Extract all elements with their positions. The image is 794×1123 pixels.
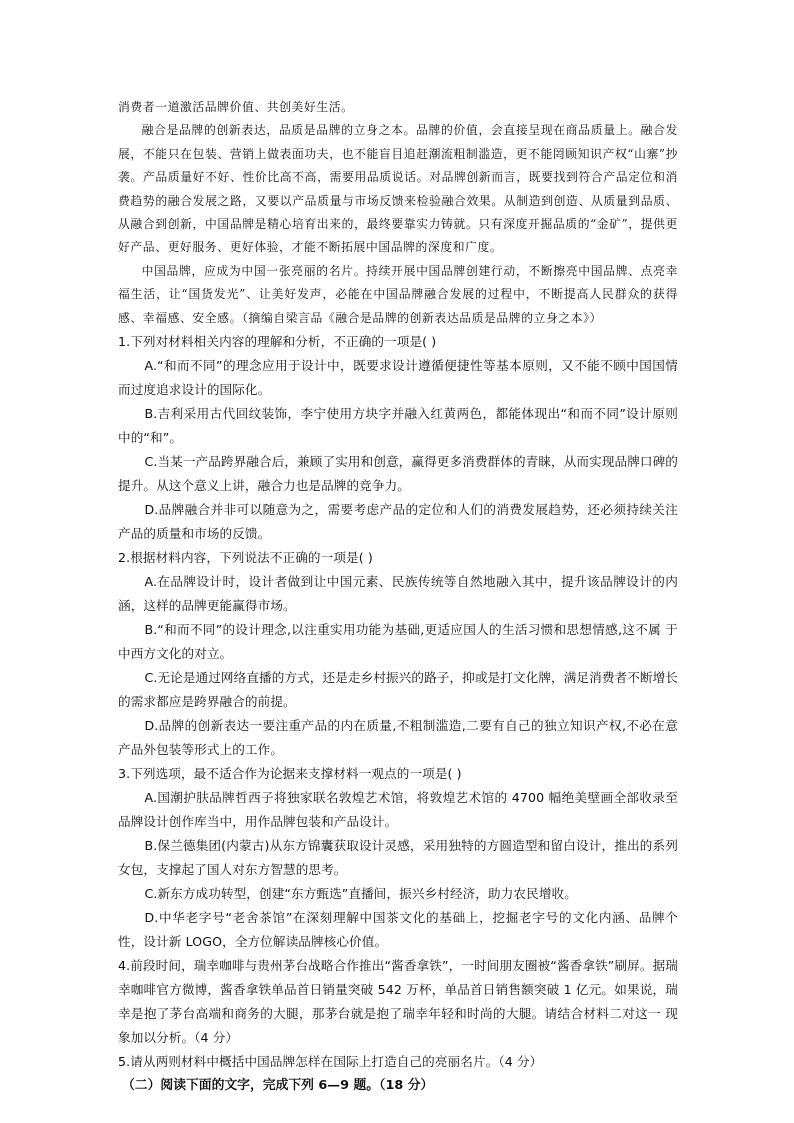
question-3-option-a: A.国潮护肤品牌哲西子将独家联名敦煌艺术馆，将敦煌艺术馆的 4700 幅绝美壁画全部收录至品牌设计创作库当中，用作品牌包装和产品设计。 (118, 790, 678, 830)
question-2-option-c: C.无论是通过网络直播的方式，还是走乡村振兴的路子，抑或是打文化牌，满足消费者不断增长的需求都应是跨界融合的前提。 (118, 670, 678, 710)
material-paragraph-2: 融合是品牌的创新表达，品质是品牌的立身之本。品牌的价值，会直接呈现在商品质量上。融合发展，不能只在包装、营销上做表面功夫，也不能盲目追赶潮流粗制滥造，更不能罔顾知识产权“山寨”抄袭。产品质量好不好、性价比高不高，需要用品质说话。对品牌创新而言，既要找到符合产品定位和消费趋势的融合发展之路，又要以产品质量与市场反馈来检验融合效果。从制造到创造、从质量到品质、从融合到创新，中国品牌是精心培育出来的，最终要靠实力铸就。只有深度开掘品质的“金矿”，提供更好产品、更好服务、更好体验，才能不断拓展中国品牌的深度和广度。 (118, 123, 678, 255)
question-1-option-c: C.当某一产品跨界融合后，兼顾了实用和创意，赢得更多消费群体的青睐，从而实现品牌口碑的提升。从这个意义上讲，融合力也是品牌的竞争力。 (118, 454, 678, 494)
question-2-option-a: A.在品牌设计时，设计者做到让中国元素、民族传统等自然地融入其中，提升该品牌设计的内涵，这样的品牌更能赢得市场。 (118, 574, 678, 614)
question-2 (118, 546, 678, 762)
question-1 (118, 330, 678, 546)
question-2-option-d: D.品牌的创新表达一要注重产品的内在质量,不粗制滥造,二要有自己的独立知识产权,不必在意产品外包装等形式上的工作。 (118, 718, 678, 758)
question-1-stem: 1.下列对材料相关内容的理解和分析，不正确的一项是( ) (118, 334, 437, 350)
question-4 (118, 954, 678, 1050)
question-3-option-d: D.中华老字号“老舍茶馆”在深刻理解中国茶文化的基础上，挖掘老字号的文化内涵、品牌个性，设计新 LOGO，全方位解读品牌核心价值。 (118, 910, 678, 950)
question-3-option-c: C.新东方成功转型，创建“东方甄选”直播间，振兴乡村经济，助力农民增收。 (144, 886, 577, 902)
material-paragraph-1: 消费者一道激活品牌价值、共创美好生活。 (118, 100, 354, 114)
question-3-stem: 3.下列选项，最不适合作为论据来支撑材料一观点的一项是( ) (118, 766, 462, 782)
question-4-stem: 4.前段时间，瑞幸咖啡与贵州茅台战略合作推出“酱香拿铁”，一时间朋友圈被“酱香拿铁”刷屏。据瑞幸咖啡官方微博，酱香拿铁单品首日销量突破 542 万杯，单品首日销售额突破 1 亿元。如果说，瑞幸是抱了茅台高端和商务的大腿，那茅台就是抱了瑞幸年轻和时尚的大腿。请结合材料二对这一 现象加以分析。（4 分） (118, 958, 678, 1046)
question-3 (118, 762, 678, 954)
material-paragraph-3: 中国品牌，应成为中国一张亮丽的名片。持续开展中国品牌创建行动，不断擦亮中国品牌、点亮幸福生活，让“国货发光”、让美好发声，必能在中国品牌融合发展的过程中，不断提高人民群众的获得感、幸福感、安全感。（摘编自梁言品《融合是品牌的创新表达品质是品牌的立身之本》） (118, 263, 678, 325)
question-5 (118, 1050, 678, 1074)
question-1-option-b: B.吉利采用古代回纹装饰，李宁使用方块字并融入红黄两色，都能体现出“和而不同”设计原则中的“和”。 (118, 406, 678, 446)
question-1-option-d: D.品牌融合并非可以随意为之，需要考虑产品的定位和人们的消费发展趋势，还必须持续关注产品的质量和市场的反馈。 (118, 502, 678, 542)
question-1-option-a: A.“和而不同”的理念应用于设计中，既要求设计遵循便捷性等基本原则，又不能不顾中国国情而过度追求设计的国际化。 (118, 358, 678, 398)
page-content (118, 96, 678, 1098)
section-heading: （二）阅读下面的文字，完成下列 6—9 题。（18 分） (122, 1078, 434, 1094)
question-2-option-b: B.“和而不同”的设计理念,以注重实用功能为基础,更适应国人的生活习惯和思想情感,这不属 于中西方文化的对立。 (118, 622, 678, 662)
question-5-stem: 5.请从两则材料中概括中国品牌怎样在国际上打造自己的亮丽名片。（4 分） (118, 1054, 543, 1070)
question-2-stem: 2.根据材料内容，下列说法不正确的一项是( ) (118, 550, 373, 566)
question-3-option-b: B.保兰德集团(内蒙古)从东方锦囊获取设计灵感，采用独特的方圆造型和留白设计，推出的系列女包，支撑起了国人对东方智慧的思考。 (118, 838, 678, 878)
